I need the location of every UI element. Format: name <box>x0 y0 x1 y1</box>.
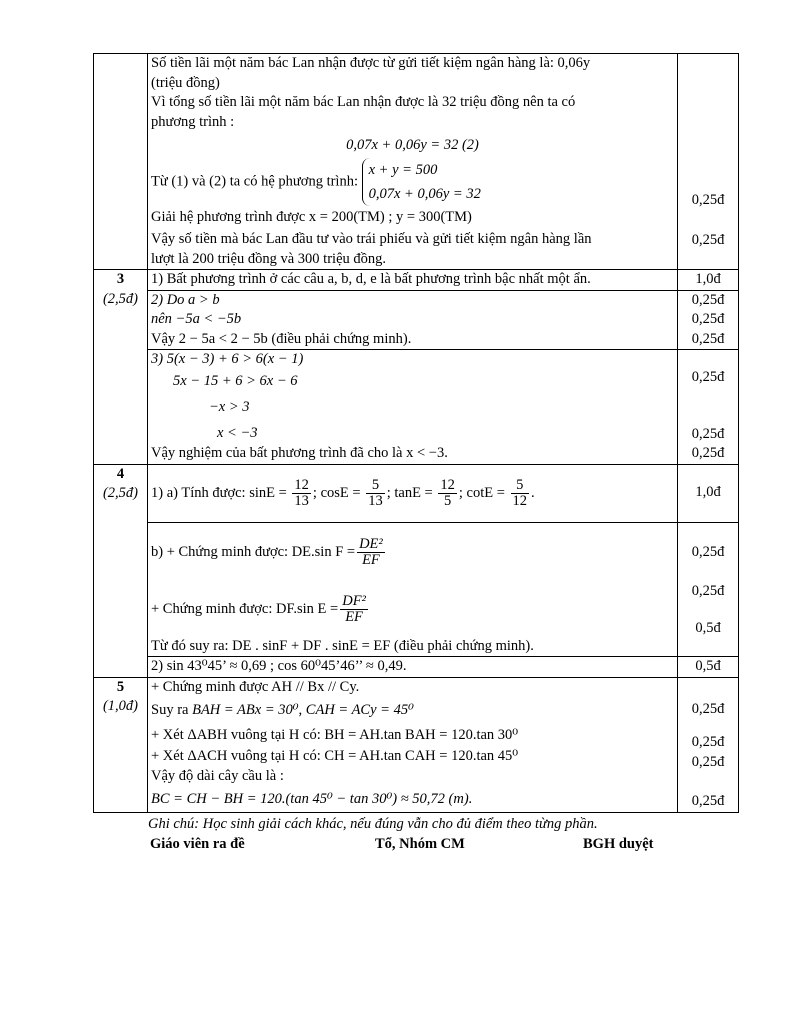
q2-points: 0,25đ 0,25đ <box>678 54 739 270</box>
signature-teacher: Giáo viên ra đề <box>150 836 245 852</box>
q4-part2-row: 2) sin 43⁰45’ ≈ 0,69 ; cos 60⁰45’46’’ ≈ 0,49. 0,5đ <box>94 657 739 678</box>
q3-number-cell: 3 (2,5đ) <box>94 270 148 465</box>
q2-number-cell <box>94 54 148 270</box>
system-of-equations: Từ (1) và (2) ta có hệ phương trình: x + y = 500 0,07x + 0,06y = 32 <box>151 158 674 208</box>
q4-part1b-row: b) + Chứng minh được: DE.sin F = $\frac{\text{DE²}}{EF}$ + Chứng minh được: DF.sin E = $\frac{\text{DF²}}{EF}$ Từ đó suy ra: DE . sinF + DF . sinE = EF (điều phải chứng minh). 0,25đ 0,25đ 0,5đ <box>94 522 739 657</box>
signature-group: Tổ, Nhóm CM <box>375 836 465 852</box>
q5-number-cell: 5 (1,0đ) <box>94 677 148 812</box>
equation-2: 0,07x + 0,06y = 32 (2) <box>346 137 479 153</box>
q5-row: 5 (1,0đ) + Chứng minh được AH // Bx // Cy. Suy ra BAH = ABx = 30⁰, CAH = ACy = 45⁰ + Xét ΔABH vuông tại H có: BH = AH.tan BAH = 120.tan 30⁰ + Xét ΔACH vuông tại H có: CH = AH.tan CAH = 120.tan 45⁰ Vậy độ dài cây cầu là : BC = CH − BH = 120.(tan 45⁰ − tan 30⁰) ≈ 50,72 (m). 0,25đ 0,25đ 0,25đ 0,25đ <box>94 677 739 812</box>
q3-part3-row: 3) 5(x − 3) + 6 > 6(x − 1) 5x − 15 + 6 > 6x − 6 −x > 3 x < −3 Vậy nghiệm của bất phương trình đã cho là x < −3. 0,25đ 0,25đ 0,25đ <box>94 350 739 465</box>
q4-part1a-row: 4 (2,5đ) 1) a) Tính được: sinE = $\frac{12}{13}$ ; cosE = $\frac{5}{13}$ ; tanE = $\frac{12}{5}$ ; cotE = $\frac{5}{12}$ . 1,0đ <box>94 464 739 522</box>
q2-content: Số tiền lãi một năm bác Lan nhận được từ gửi tiết kiệm ngân hàng là: 0,06y (triệu đồng) Vì tổng số tiền lãi một năm bác Lan nhận được là 32 triệu đồng nên ta có phương trình : 0,07x + 0,06y = 32 (2) Từ (1) và (2) ta có hệ phương trình: x + y = 500 0,07x + 0,06y = 32 Giải hệ phương trình được x = 200(TM) ; y = 300(TM) Vậy số tiền mà bác Lan đầu tư vào trái phiếu và gửi tiết kiệm ngân hàng lần lượt là 200 triệu đồng và 300 triệu đồng. <box>148 54 678 270</box>
answer-key-table <box>93 53 739 813</box>
q3-part2-row: 2) Do a > b nên −5a < −5b Vậy 2 − 5a < 2 − 5b (điều phải chứng minh). 0,25đ 0,25đ 0,25đ <box>94 290 739 350</box>
q3-part1-row: 3 (2,5đ) 1) Bất phương trình ở các câu a, b, d, e là bất phương trình bậc nhất một ẩn. 1,0đ <box>94 270 739 291</box>
q4-number-cell: 4 (2,5đ) <box>94 464 148 677</box>
signature-board: BGH duyệt <box>583 836 654 852</box>
q2-continuation-row <box>94 54 739 270</box>
grading-note: Ghi chú: Học sinh giải cách khác, nếu đúng vẫn cho đủ điểm theo từng phần. <box>148 816 598 832</box>
